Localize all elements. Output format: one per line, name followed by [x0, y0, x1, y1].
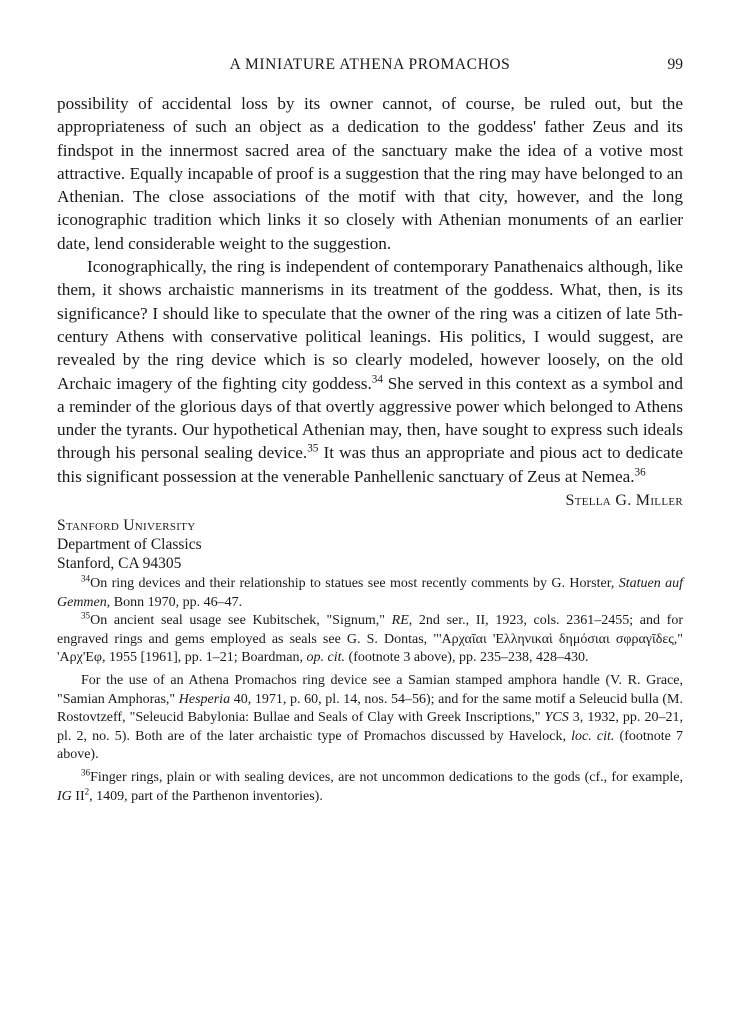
institution-name: Stanford University: [57, 517, 196, 534]
author-signature: [566, 492, 683, 510]
city-address: Stanford, CA 94305: [57, 555, 182, 572]
footnote-35: [57, 612, 683, 668]
footnote-35-text-mid: , 2nd ser., II, 1923, cols. 2361–2455; and for engraved rings and gems employed as seals see G. S. Dontas, "'Αρχαῖαι 'Ελληνικαὶ δημόσιαι σφραγῖδες," 'Αρχ'Εφ, 1955 [1961], pp. 1–21; Boardman,: [57, 613, 684, 666]
author-affiliation: [57, 516, 202, 573]
footnote-ref-36: 36: [634, 466, 646, 479]
body-text: [57, 92, 683, 488]
footnote-ref-35: 35: [307, 442, 319, 455]
footnote-34-number: 34: [81, 573, 91, 584]
footnote-36: [57, 769, 683, 806]
running-title: A MINIATURE ATHENA PROMACHOS: [229, 56, 511, 73]
footnote-34-text-end: , Bonn 1970, pp. 46–47.: [106, 594, 243, 610]
footnote-35-cont-text-mid: 40, 1971, p. 60, pl. 14, nos. 54–56); and for the same motif a Seleucid bulla (M. Rostovtzeff, "Seleucid Babylonia: Bullae and Seals of Clay with Greek Inscriptions,": [57, 691, 683, 726]
footnote-36-text-mid: II: [71, 788, 85, 804]
footnote-36-number: 36: [81, 767, 91, 778]
paragraph-2-part-b: She served in this context as a symbol and a reminder of the glorious days of that overtly aggressive power which belonged to Athens under the tyrants. Our hypothetical Athenian may, then, have sought to express such ideals through his personal sealing device.: [57, 373, 683, 463]
paragraph-2-part-a: Iconographically, the ring is independent of contemporary Panathenaics although, like them, it shows archaistic mannerisms in its treatment of the goddess. What, then, is its significance? I should like to speculate that the owner of the ring was a citizen of late 5th-century Athens with conservative political leanings. His politics, I would suggest, are revealed by the ring device which is so clearly modeled, however loosely, on the old Archaic imagery of the fighting city goddess.: [57, 257, 683, 393]
footnote-36-superscript: 2: [84, 785, 90, 796]
footnote-35-loc-cit: loc. cit.: [571, 728, 615, 744]
footnote-ref-34: 34: [371, 372, 383, 385]
department-name: Department of Classics: [57, 536, 202, 553]
footnote-35-text-end: (footnote 3 above), pp. 235–238, 428–430.: [345, 650, 589, 666]
footnote-35-hesperia: Hesperia: [178, 691, 231, 707]
footnote-35-number: 35: [81, 610, 91, 621]
footnote-36-ig: IG: [57, 788, 72, 804]
footnote-35-cont-text-mid2: 3, 1932, pp. 20–21, pl. 2, no. 5). Both are of the later archaistic type of Promachos discussed by Havelock,: [57, 710, 684, 744]
footnote-35-re: RE: [391, 613, 409, 629]
running-head: [57, 56, 683, 80]
footnote-36-text-end: , 1409, part of the Parthenon inventories).: [89, 788, 323, 804]
footnote-35-text: On ancient seal usage see Kubitschek, "Signum,": [90, 613, 392, 629]
footnote-35-continued: [57, 672, 683, 765]
paragraph-2-part-c: It was thus an appropriate and pious act to dedicate this significant possession at the venerable Panhellenic sanctuary of Zeus at Nemea.: [57, 443, 683, 486]
footnote-36-text: Finger rings, plain or with sealing devices, are not uncommon dedications to the gods (cf., for example,: [90, 769, 683, 785]
page-number: 99: [667, 56, 683, 73]
footnote-35-cont-text: For the use of an Athena Promachos ring device see a Samian stamped amphora handle (V. R. Grace, "Samian Amphoras,": [57, 672, 683, 707]
footnotes: [57, 575, 683, 806]
footnote-35-ycs: YCS: [544, 710, 569, 726]
paragraph-1: possibility of accidental loss by its owner cannot, of course, be ruled out, but the appropriateness of such an object as a dedication to the goddess' father Zeus and its findspot in the innermost sacred area of the sanctuary make the idea of a votive most attractive. Equally incapable of proof is a suggestion that the ring may have belonged to an Athenian. The close associations of the motif with that city, however, and the long iconographic tradition which links it so closely with Athenian monuments of an earlier date, lend considerable weight to the suggestion.: [57, 94, 683, 253]
author-name: Stella G. Miller: [565, 492, 683, 509]
footnote-35-cont-text-end: (footnote 7 above).: [57, 728, 684, 763]
footnote-35-op-cit: op. cit.: [306, 650, 346, 666]
page: [57, 0, 683, 1024]
footnote-34-title: Statuen auf Gemmen: [57, 576, 683, 610]
footnote-34-text: On ring devices and their relationship to statues see most recently comments by G. Horster,: [90, 576, 619, 591]
paragraph-2: [57, 255, 683, 488]
footnote-34: [57, 575, 683, 612]
